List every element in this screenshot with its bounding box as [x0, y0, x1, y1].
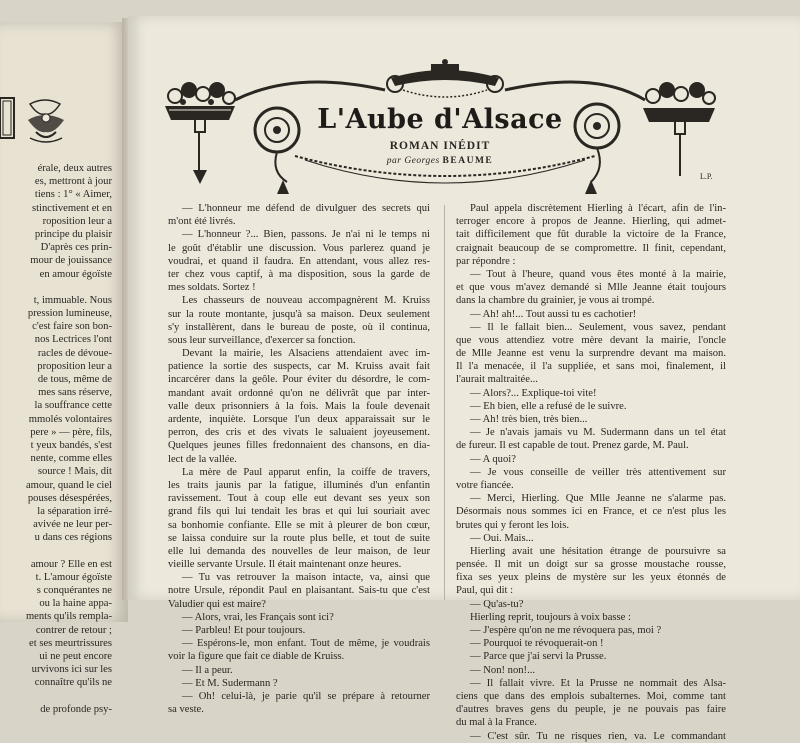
left-page-text: [0, 162, 112, 716]
text-line: le goût d'établir une discussion. Vous parlerez quand je: [168, 242, 430, 254]
text-line: — Alors?... Explique-toi vite!: [470, 387, 597, 399]
text-line: — A quoi?: [470, 453, 516, 465]
text-line: notre Ursule, répondit Paul en plaisantant. Sais-tu que c'est: [168, 585, 430, 597]
text-line: La mère de Paul apparut enfin, la coiffe de travers,: [182, 466, 430, 478]
left-page-line: ui ne peut encore: [39, 650, 112, 662]
text-line: — Eh bien, elle a refusé de le suivre.: [470, 400, 627, 412]
text-line: — Ah! ah!... Tout aussi tu es cachotier!: [470, 308, 637, 320]
text-line: Paul appela discrètement Hierling à l'écart, afin de l'in-: [470, 203, 726, 214]
left-page-line: tiens : 1° « Aimer,: [34, 189, 112, 201]
text-line: — Espérons-le, mon enfant. Tout de même, je voudrais: [182, 638, 430, 650]
left-page-line: proposition leur a: [37, 360, 112, 372]
text-line: de fureur. Il est capable de tout. Prenez garde, M. Paul.: [456, 440, 689, 452]
text-line: tait difficilement que fût durable la victoire de la France,: [456, 229, 726, 241]
text-line: Les chasseurs de nouveau accompagnèrent M. Kruiss: [182, 295, 430, 307]
text-line: — L'honneur me défend de divulguer des secrets qui: [182, 203, 430, 214]
text-line: voudrai, et quand il faudra. En attendant, vous allez res-: [168, 255, 430, 267]
text-line: Paul, qui dit :: [456, 585, 514, 597]
text-line: vieille servante Ursule. Il était maintenant onze heures.: [168, 559, 402, 571]
left-page-line: la souffrance cette: [34, 400, 112, 412]
text-line: que vous attendiez votre mère devant la mairie, l'oncle: [456, 334, 726, 346]
text-line: — Parce que j'ai servi la Prusse.: [470, 651, 607, 663]
text-line: fixa ses yeux pleins de mystère sur les yeux étonnés de: [456, 572, 726, 584]
text-line: — C'est sûr. Tu ne risques rien, va. Le commandant: [470, 730, 726, 742]
left-page-line: mour de jouissance: [30, 255, 112, 267]
text-line: terroger encore à propos de Jeanne. Hierling, qui admet-: [456, 216, 726, 228]
column-divider: [444, 205, 445, 600]
text-line: sa veste.: [168, 704, 204, 716]
left-page-line: racles de dévoue-: [37, 347, 112, 359]
text-line: — Oui. Mais...: [470, 532, 534, 544]
left-page-line: roposition leur a: [42, 215, 112, 227]
floral-ornament-left: [0, 94, 86, 150]
left-page: [0, 22, 128, 715]
text-line: ter chez vous captif, à ma disposition, sous la garde de: [168, 268, 430, 280]
byline-prefix: par Georges: [386, 156, 440, 166]
crown-ornament-icon: [387, 59, 503, 97]
text-line: — Il le fallait bien... Seulement, vous savez, pendant: [470, 321, 726, 333]
left-page-line: connaître qu'ils ne: [34, 677, 112, 689]
text-line: sur la route montante, jusqu'à sa maison. Deux seulement: [168, 308, 430, 320]
text-line: Hierling reprit, toujours à voix basse :: [470, 611, 631, 623]
text-column-left: [168, 202, 430, 716]
left-page-line: s conquérantes ne: [36, 585, 112, 596]
left-page-line: contrer de retour ;: [35, 624, 112, 636]
text-line: mandant avait ordonné qu'on ne délivrât que par inter-: [168, 387, 430, 399]
flower-basket-right-icon: [643, 82, 715, 176]
left-page-line: nos Lectrices l'ont: [34, 334, 112, 346]
article-title: L'Aube d'Alsace: [317, 104, 563, 135]
text-line: d'autres braves gens du peuple, je ne pouvais pas faire: [456, 704, 726, 716]
left-page-line: D'après ces prin-: [40, 242, 112, 254]
text-line: de Mlle Jeanne est venu la surprendre devant ma maison.: [456, 348, 726, 360]
text-line: pensée. Il mit un doigt sur sa grosse moustache rousse,: [456, 559, 726, 571]
text-line: se laissa conduire sur la route plus belle, et tout de suite: [168, 532, 430, 544]
text-line: votre fiancée.: [456, 479, 514, 491]
text-line: patience la sortie des suspects, car M. Kruiss avait fait: [168, 361, 430, 373]
left-page-line: es, mettront à jour: [34, 176, 112, 188]
text-line: Devant la mairie, les Alsaciens attendaient avec im-: [182, 348, 430, 360]
left-page-line: la séparation irré-: [37, 505, 112, 517]
text-line: elle lui demanda des nouvelles de leur maison, de leur: [168, 545, 430, 557]
text-line: — Tout à l'heure, quand vous êtes monté à la mairie,: [470, 268, 726, 280]
article-byline: [340, 156, 540, 166]
text-line: — Non! non!...: [470, 664, 536, 676]
text-line: craignait beaucoup de se compromettre. Il finit, cependant,: [456, 242, 726, 254]
left-page-line: mmolés volontaires: [28, 413, 112, 425]
left-page-line: mes sans réserve,: [38, 387, 112, 399]
text-line: — Et M. Sudermann ?: [182, 677, 278, 689]
text-line: valle deux prisonniers à la fois. Mais la foule devenait: [168, 400, 430, 412]
left-page-line: ou la haine appa-: [39, 598, 112, 610]
left-page-line: pression lumineuse,: [27, 308, 112, 320]
left-page-line: urvivons ici sur les: [31, 664, 112, 676]
text-line: Hierling avait une hésitation étrange de poursuivre sa: [470, 545, 726, 557]
left-page-line: t, immuable. Nous: [33, 294, 112, 306]
text-line: — Tu vas retrouver la maison intacte, va, ainsi que: [182, 572, 430, 584]
text-line: — Alors, vrai, les Français sont ici?: [182, 611, 334, 623]
left-page-line: t yeux bandés, s'est: [30, 439, 112, 451]
illustrator-signature: L.P.: [700, 172, 713, 181]
left-page-line: t. L'amour égoïste: [35, 571, 112, 583]
text-line: — Je n'avais jamais vu M. Sudermann dans un tel état: [470, 427, 726, 439]
text-line: s'y installèrent, dans le bureau de poste, où il continua,: [168, 321, 430, 333]
flower-basket-left-icon: [165, 82, 235, 184]
text-line: voir la figure que fait ce diable de Kruiss.: [168, 651, 345, 663]
left-page-line: amour ? Elle en est: [30, 558, 112, 570]
left-page-line: u dans ces régions: [34, 532, 112, 544]
left-page-line: [0, 281, 112, 294]
text-line: mes soldats. Sortez !: [168, 282, 256, 294]
left-page-line: amour, quand le ciel: [25, 479, 112, 491]
text-line: m'ont été livrés.: [168, 216, 236, 228]
text-line: — Qu'as-tu?: [470, 598, 524, 610]
left-page-line: de profonde psy-: [40, 703, 112, 715]
text-column-right: [456, 202, 726, 743]
text-line: dans la chambre du grainier, je vous ai trompé.: [456, 295, 655, 307]
left-page-line: c'est faire son bon-: [32, 321, 112, 333]
left-page-line: avivée ne leur per-: [33, 519, 112, 531]
left-page-line: pouses désespérées,: [27, 492, 112, 504]
text-line: perron, des cris et des vivats le saluaient joyeusement.: [168, 427, 430, 439]
text-line: — Merci, Hierling. Que Mlle Jeanne ne s'alarme pas.: [470, 493, 726, 505]
text-line: sous leur surveillance, d'exercer sa fonction.: [168, 334, 356, 346]
left-page-line: [0, 544, 112, 557]
text-line: — Pourquoi te révoquerait-on !: [470, 638, 604, 650]
text-line: — Il a peur.: [182, 664, 233, 676]
left-page-line: source ! Mais, dit: [37, 466, 112, 478]
text-line: ardente, inquiète. Lorsque l'un deux apparaissait sur le: [168, 414, 430, 425]
text-line: Valudier qui est maire?: [168, 598, 266, 610]
text-line: Quelques jeunes filles fredonnaient des chansons, en dia-: [168, 440, 430, 452]
text-line: les traits jaunis par la fatigue, illuminés d'un enfantin: [168, 479, 430, 491]
text-line: l'aurait maltraitée...: [456, 374, 538, 386]
left-page-line: principe du plaisir: [34, 228, 112, 240]
text-line: par répondre :: [456, 255, 516, 267]
left-page-line: [0, 690, 112, 703]
text-line: et que vous m'avez demandé si Mlle Jeanne était toujours: [456, 282, 726, 294]
text-line: grand fils qui lui tendait les bras et qui lui souriait avec: [168, 506, 430, 518]
left-page-line: de tous, même de: [37, 374, 112, 385]
left-page-line: stinctivement et en: [31, 202, 112, 214]
left-page-line: érale, deux autres: [37, 163, 112, 174]
text-line: incarcérer dans la geôle. Pour éviter du désordre, le com-: [168, 374, 430, 386]
left-page-line: en amour égoïste: [39, 268, 112, 280]
text-line: ciens que dans des emplois subalternes. Moi, comme tant: [456, 690, 726, 702]
text-line: du mal à la France.: [456, 717, 537, 729]
left-page-line: pere » — père, fils,: [30, 426, 112, 438]
byline-author: BEAUME: [442, 156, 494, 166]
left-page-line: et ses meurtrissures: [29, 637, 112, 649]
text-line: — J'espère qu'on ne me révoquera pas, moi ?: [470, 625, 662, 636]
left-page-line: ments qu'ils rempla-: [25, 611, 112, 623]
text-line: brutes qui y feront les lois.: [456, 519, 569, 531]
text-line: — Il fallait vivre. Et la Prusse ne nommait des Alsa-: [470, 677, 726, 689]
text-line: lect de la vallée.: [168, 453, 237, 465]
text-line: Il l'a menacée, il l'a suppliée, et sans moi, finalement, il: [456, 361, 726, 373]
article-subtitle: ROMAN INÉDIT: [389, 140, 491, 152]
left-page-line: nente, comme elles: [30, 453, 112, 465]
text-line: — Parbleu! Et pour toujours.: [182, 625, 306, 636]
text-line: ravissement. Tout à coup elle eut devant ses yeux son: [168, 493, 430, 505]
text-line: — Je vous conseille de veiller très attentivement sur: [470, 466, 726, 478]
text-line: — L'honneur ?... Bien, passons. Je n'ai ni le temps ni: [182, 229, 430, 241]
text-line: — Oh! celui-là, je parie qu'il se prépare à retourner: [182, 690, 430, 702]
text-line: — Ah! très bien, très bien...: [470, 414, 588, 425]
text-line: sa bonhomie confiante. Elle se mit à pleurer de bon cœur,: [168, 519, 430, 531]
text-line: Désormais nous sommes ici en France, et ce n'est plus les: [456, 506, 726, 518]
